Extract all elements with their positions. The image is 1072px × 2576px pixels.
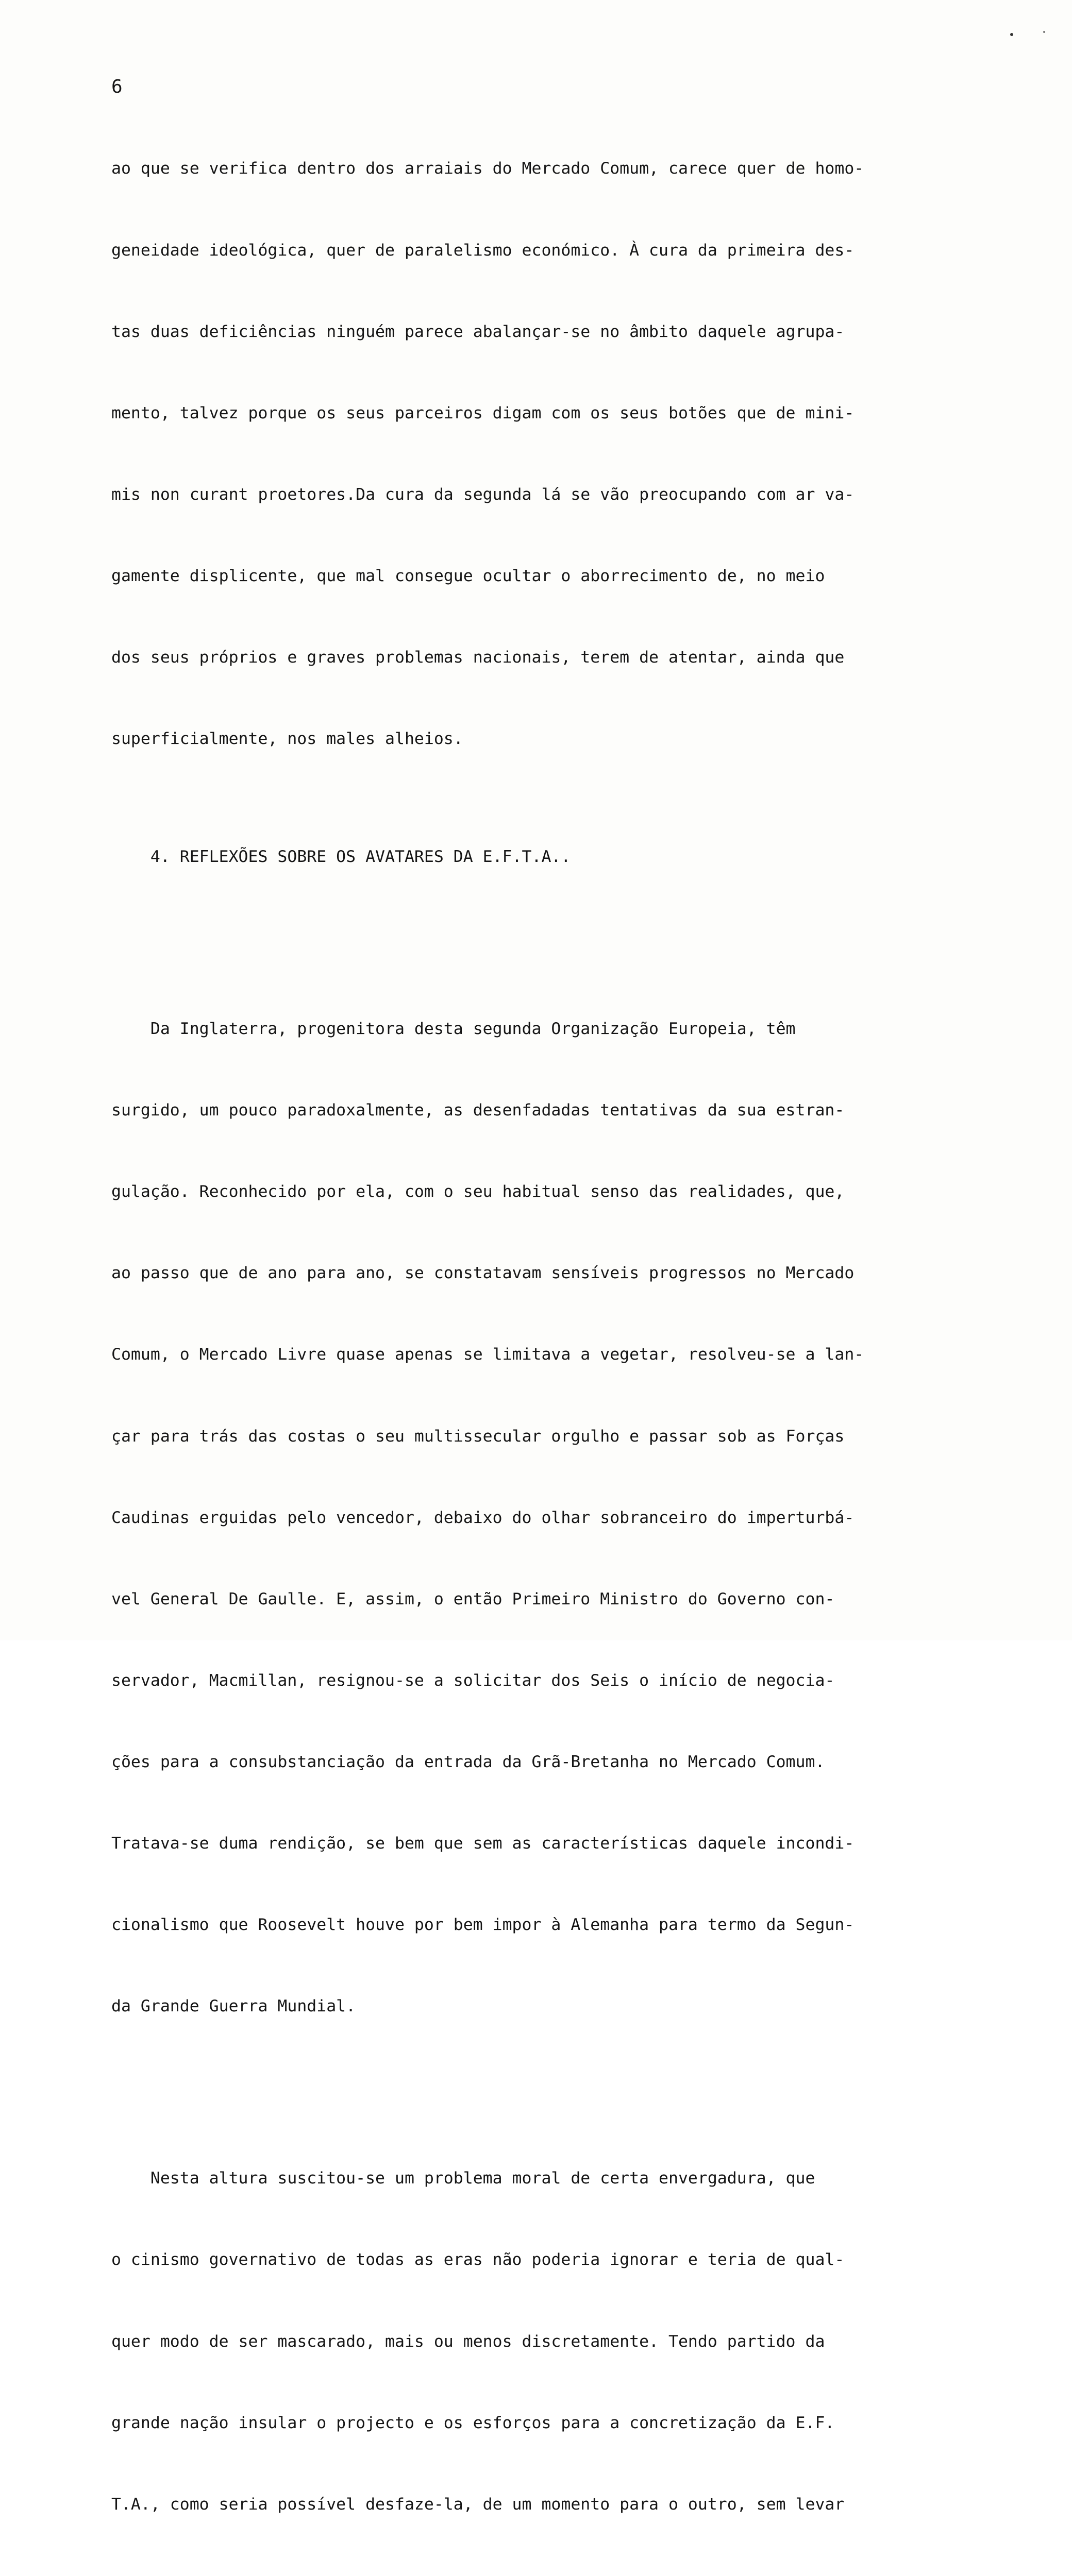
page-number: 6 bbox=[111, 76, 123, 97]
text-line: grande nação insular o projecto e os esforços para a concretização da E.F. bbox=[111, 2413, 835, 2432]
text-line: quer modo de ser mascarado, mais ou menos discretamente. Tendo partido da bbox=[111, 2332, 825, 2351]
section-heading: 4. REFLEXÕES SOBRE OS AVATARES DA E.F.T.A.. bbox=[111, 847, 571, 866]
text-line bbox=[111, 2572, 1039, 2576]
text-line: çar para trás das costas o seu multissecular orgulho e passar sob as Forças bbox=[111, 1427, 845, 1446]
paragraph-gap bbox=[111, 925, 1039, 934]
text-line: ao que se verifica dentro dos arraiais do Mercado Comum, carece quer de homo- bbox=[111, 159, 864, 178]
text-line: tas duas deficiências ninguém parece abalançar-se no âmbito daquele agrupa- bbox=[111, 322, 845, 341]
text-line: servador, Macmillan, resignou-se a solicitar dos Seis o início de negocia- bbox=[111, 1671, 835, 1690]
paragraph-gap bbox=[111, 2102, 1039, 2111]
text-line: mis non curant proetores.Da cura da segunda lá se vão preocupando com ar va- bbox=[111, 485, 855, 504]
text-line: da Grande Guerra Mundial. bbox=[111, 1997, 356, 2016]
text-line: Da Inglaterra, progenitora desta segunda Organização Europeia, têm bbox=[111, 1020, 796, 1039]
text-line: Caudinas erguidas pelo vencedor, debaixo do olhar sobranceiro do imperturbá- bbox=[111, 1508, 855, 1527]
text-line: cionalismo que Roosevelt houve por bem impor à Alemanha para termo da Segun- bbox=[111, 1916, 855, 1935]
text-line: Tratava-se duma rendição, se bem que sem as características daquele incondi- bbox=[111, 1834, 855, 1853]
text-line: ao passo que de ano para ano, se constatavam sensíveis progressos no Mercado bbox=[111, 1264, 855, 1283]
text-line: ções para a consubstanciação da entrada da Grã-Bretanha no Mercado Comum. bbox=[111, 1752, 825, 1771]
text-line: surgido, um pouco paradoxalmente, as desenfadadas tentativas da sua estran- bbox=[111, 1101, 845, 1120]
text-line: vel General De Gaulle. E, assim, o então Primeiro Ministro do Governo con- bbox=[111, 1589, 835, 1608]
text-line: Nesta altura suscitou-se um problema moral de certa envergadura, que bbox=[111, 2169, 815, 2188]
text-line: dos seus próprios e graves problemas nacionais, terem de atentar, ainda que bbox=[111, 648, 845, 667]
text-line: gulação. Reconhecido por ela, com o seu habitual senso das realidades, que, bbox=[111, 1182, 845, 1201]
text-line: gamente displicente, que mal consegue ocultar o aborrecimento de, no meio bbox=[111, 566, 825, 585]
text-line: geneidade ideológica, quer de paralelismo económico. À cura da primeira des- bbox=[111, 241, 855, 260]
body-text bbox=[111, 101, 1039, 2576]
text-line: superficialmente, nos males alheios. bbox=[111, 730, 463, 749]
ink-speck bbox=[1043, 31, 1045, 33]
text-line: o cinismo governativo de todas as eras não poderia ignorar e teria de qual- bbox=[111, 2250, 845, 2269]
ink-speck bbox=[1010, 33, 1013, 36]
text-line: T.A., como seria possível desfaze-la, de um momento para o outro, sem levar bbox=[111, 2495, 845, 2514]
text-line: Comum, o Mercado Livre quase apenas se limitava a vegetar, resolveu-se a lan- bbox=[111, 1345, 864, 1364]
text-line: mento, talvez porque os seus parceiros digam com os seus botões que de mini- bbox=[111, 403, 855, 422]
